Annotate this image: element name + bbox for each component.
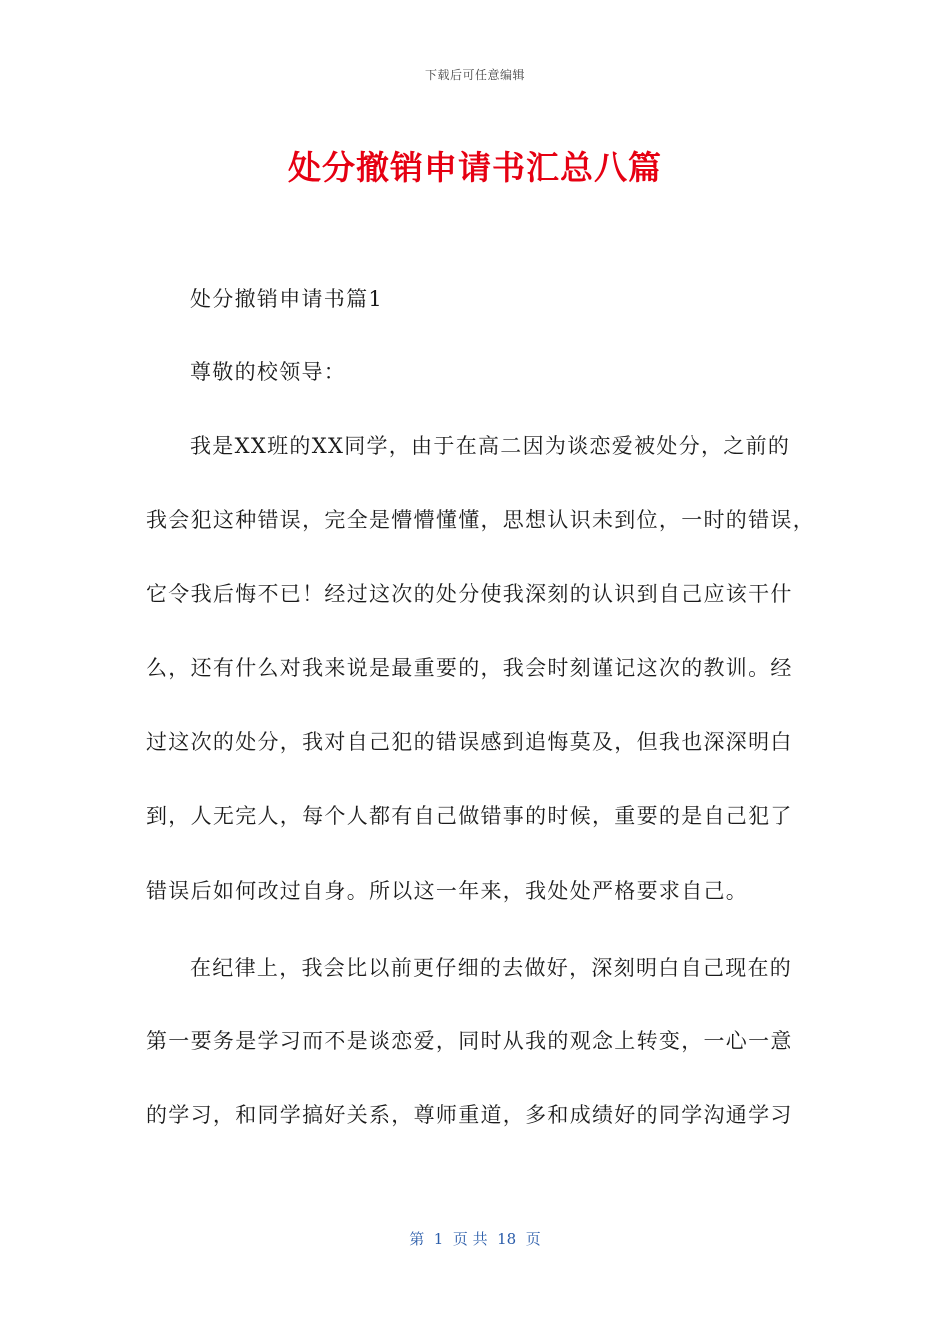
paragraph-line: 到，人无完人，每个人都有自己做错事的时候，重要的是自己犯了 [146, 804, 793, 828]
paragraph-line: 它令我后悔不已！经过这次的处分使我深刻的认识到自己应该干什 [146, 582, 793, 606]
paragraph-line: 么，还有什么对我来说是最重要的，我会时刻谨记这次的教训。经 [146, 656, 793, 680]
salutation: 尊敬的校领导： [190, 360, 347, 384]
paragraph-line: 错误后如何改过自身。所以这一年来，我处处严格要求自己。 [146, 879, 749, 903]
paragraph-line: 第一要务是学习而不是谈恋爱，同时从我的观念上转变，一心一意 [146, 1029, 793, 1053]
paragraph-line: 的学习，和同学搞好关系，尊师重道，多和成绩好的同学沟通学习 [146, 1103, 793, 1127]
document-title: 处分撤销申请书汇总八篇 [288, 148, 662, 187]
paragraph-line: 在纪律上，我会比以前更仔细的去做好，深刻明白自己现在的 [190, 956, 793, 980]
section-heading: 处分撤销申请书篇1 [190, 287, 384, 311]
paragraph-line: 我会犯这种错误，完全是懵懵懂懂，思想认识未到位，一时的错误， [146, 508, 815, 532]
page-footer: 第 1 页 共 18 页 [409, 1230, 541, 1248]
paragraph-line: 我是XX班的XX同学，由于在高二因为谈恋爱被处分，之前的 [190, 434, 791, 458]
paragraph-line: 过这次的处分，我对自己犯的错误感到追悔莫及，但我也深深明白 [146, 730, 793, 754]
header-note: 下载后可任意编辑 [424, 68, 525, 82]
